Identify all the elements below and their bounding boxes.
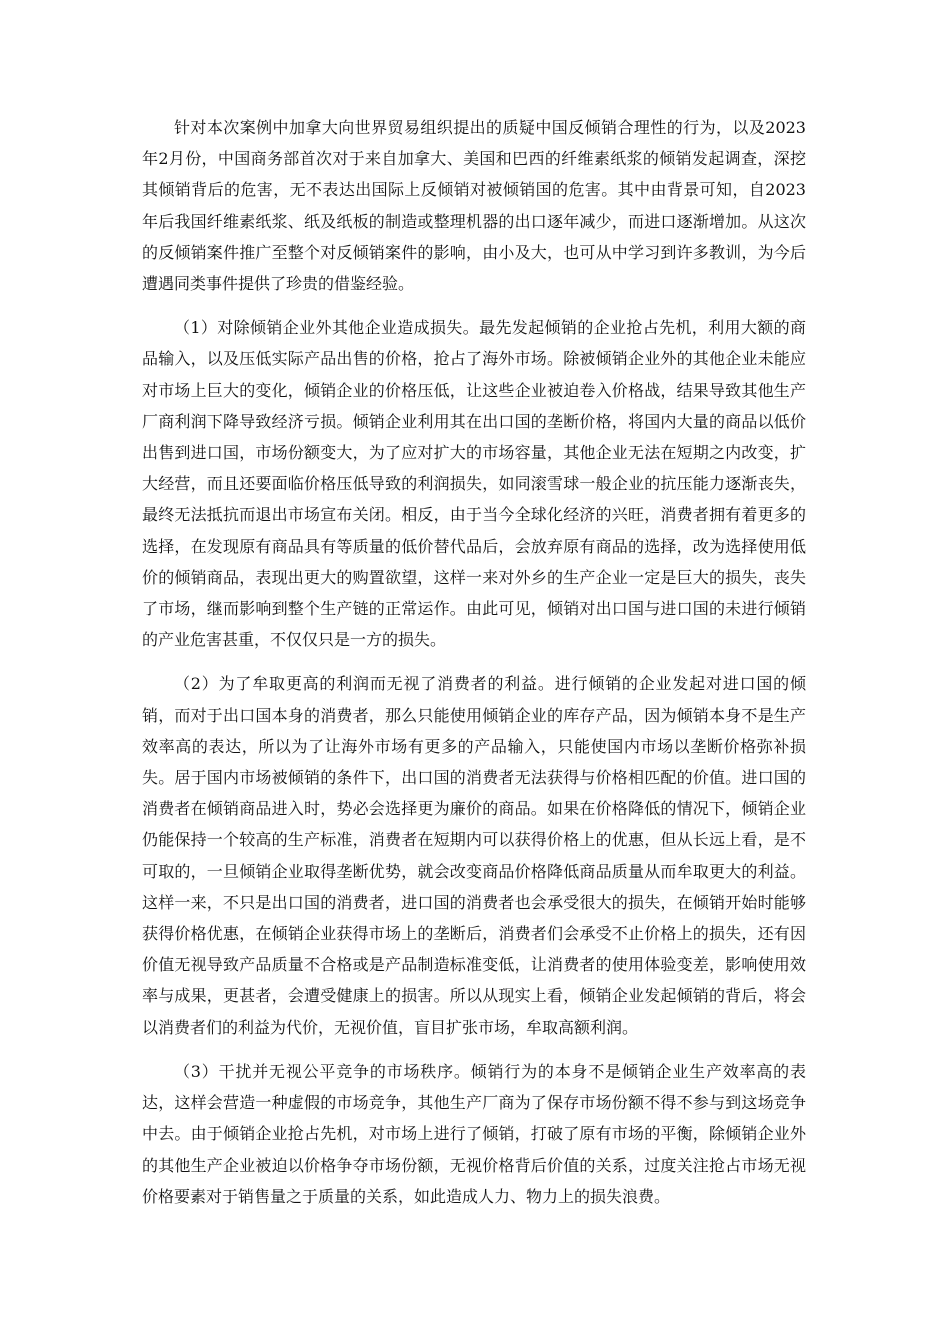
paragraph-point-1: （1）对除倾销企业外其他企业造成损失。最先发起倾销的企业抢占先机，利用大额的商品输入，以及压低实际产品出售的价格，抢占了海外市场。除被倾销企业外的其他企业未能应对市场上巨大的变化，倾销企业的价格压低，让这些企业被迫卷入价格战，结果导致其他生产厂商利润下降导致经济亏损。倾销企业利用其在出口国的垄断价格，将国内大量的商品以低价出售到进口国，市场份额变大，为了应对扩大的市场容量，其他企业无法在短期之内改变，扩大经营，而且还要面临价格压低导致的利润损失，如同滚雪球一般企业的抗压能力逐渐丧失，最终无法抵抗而退出市场宣布关闭。相反，由于当今全球化经济的兴旺，消费者拥有着更多的选择，在发现原有商品具有等质量的低价替代品后，会放弃原有商品的选择，改为选择使用低价的倾销商品，表现出更大的购置欲望，这样一来对外乡的生产企业一定是巨大的损失，丧失了市场，继而影响到整个生产链的正常运作。由此可见，倾销对出口国与进口国的未进行倾销的产业危害甚重，不仅仅只是一方的损失。 (142, 318, 806, 650)
paragraph-intro: 针对本次案例中加拿大向世界贸易组织提出的质疑中国反倾销合理性的行为，以及2023年2月份，中国商务部首次对于来自加拿大、美国和巴西的纤维素纸浆的倾销发起调查，深挖其倾销背后的危害，无不表达出国际上反倾销对被倾销国的危害。其中由背景可知，自2023年后我国纤维素纸浆、纸及纸板的制造或整理机器的出口逐年减少，而进口逐渐增加。从这次的反倾销案件推广至整个对反倾销案件的影响，由小及大，也可从中学习到许多教训，为今后遭遇同类事件提供了珍贵的借鉴经验。 (142, 118, 806, 294)
paragraph-point-3: （3）干扰并无视公平竞争的市场秩序。倾销行为的本身不是倾销企业生产效率高的表达，这样会营造一种虚假的市场竞争，其他生产厂商为了保存市场份额不得不参与到这场竞争中去。由于倾销企业抢占先机，对市场上进行了倾销，打破了原有市场的平衡，除倾销企业外的其他生产企业被迫以价格争夺市场份额，无视价格背后价值的关系，过度关注抢占市场无视价格要素对于销售量之于质量的关系，如此造成人力、物力上的损失浪费。 (142, 1061, 806, 1206)
paragraph-point-2: （2）为了牟取更高的利润而无视了消费者的利益。进行倾销的企业发起对进口国的倾销，而对于出口国本身的消费者，那么只能使用倾销企业的库存产品，因为倾销本身不是生产效率高的表达，所以为了让海外市场有更多的产品输入，只能使国内市场以垄断价格弥补损失。居于国内市场被倾销的条件下，出口国的消费者无法获得与价格相匹配的价值。进口国的消费者在倾销商品进入时，势必会选择更为廉价的商品。如果在价格降低的情况下，倾销企业仍能保持一个较高的生产标准，消费者在短期内可以获得价格上的优惠，但从长远上看，是不可取的，一旦倾销企业取得垄断优势，就会改变商品价格降低商品质量从而牟取更大的利益。这样一来，不只是出口国的消费者，进口国的消费者也会承受很大的损失，在倾销开始时能够获得价格优惠，在倾销企业获得市场上的垄断后，消费者们会承受不止价格上的损失，还有因价值无视导致产品质量不合格或是产品制造标准变低，让消费者的使用体验变差，影响使用效率与成果，更甚者，会遭受健康上的损害。所以从现实上看，倾销企业发起倾销的背后，将会以消费者们的利益为代价，无视价值，盲目扩张市场，牟取高额利润。 (142, 674, 806, 1037)
document-body (142, 112, 806, 1225)
